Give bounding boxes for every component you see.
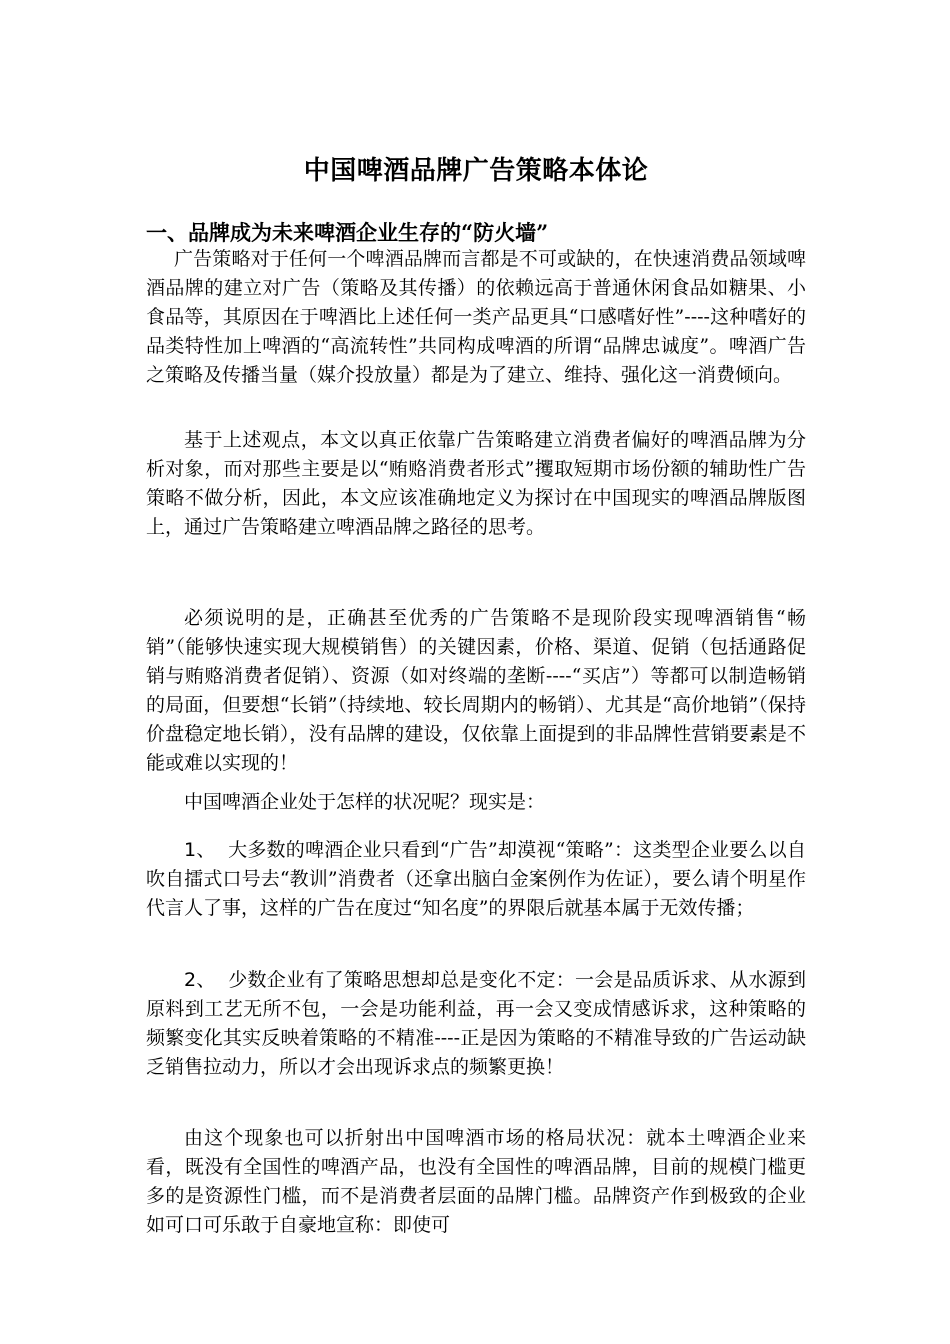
list-item-number: 2、 (184, 969, 216, 991)
document-title: 中国啤酒品牌广告策略本体论 (303, 156, 649, 186)
list-item (146, 836, 806, 923)
list-item (146, 966, 806, 1082)
paragraph-closing: 由这个现象也可以折射出中国啤酒市场的格局状况：就本土啤酒企业来看，既没有全国性的啤酒产品，也没有全国性的啤酒品牌，目前的规模门槛更多的是资源性门槛，而不是消费者层面的品牌门槛。品牌资产作到极致的企业如可口可乐敢于自豪地宣称：即使可 (146, 1127, 806, 1236)
paragraph-intro: 广告策略对于任何一个啤酒品牌而言都是不可或缺的，在快速消费品领域啤酒品牌的建立对广告（策略及其传播）的依赖远高于普通休闲食品如糖果、小食品等，其原因在于啤酒比上述任何一类产品更具“口感嗜好性”----这种嗜好的品类特性加上啤酒的“高流转性”共同构成啤酒的所谓“品牌忠诚度”。啤酒广告之策略及传播当量（媒介投放量）都是为了建立、维持、强化这一消费倾向。 (146, 248, 806, 386)
list-item-text: 少数企业有了策略思想却总是变化不定：一会是品质诉求、从水源到原料到工艺无所不包，一会是功能利益，再一会又变成情感诉求，这种策略的频繁变化其实反映着策略的不精准----正是因为策略的不精准导致的广告运动缺乏销售拉动力，所以才会出现诉求点的频繁更换！ (146, 969, 806, 1078)
paragraph-note: 必须说明的是，正确甚至优秀的广告策略不是现阶段实现啤酒销售“畅销”（能够快速实现大规模销售）的关键因素，价格、渠道、促销（包括通路促销与贿赂消费者促销）、资源（如对终端的垄断----“买店”）等都可以制造畅销的局面，但要想“长销”（持续地、较长周期内的畅销）、尤其是“高价地销”（保持价盘稳定地长销），没有品牌的建设，仅依靠上面提到的非品牌性营销要素是不能或难以实现的！ (146, 607, 806, 774)
list-item-text: 大多数的啤酒企业只看到“广告”却漠视“策略”：这类型企业要么以自吹自擂式口号去“教训”消费者（还拿出脑白金案例作为佐证），要么请个明星作代言人了事，这样的广告在度过“知名度”的界限后就基本属于无效传播； (146, 839, 806, 919)
list-item-number: 1、 (184, 839, 216, 861)
paragraph-question: 中国啤酒企业处于怎样的状况呢？现实是： (184, 791, 546, 813)
section-heading: 一、品牌成为未来啤酒企业生存的“防火墙” (146, 220, 549, 245)
paragraph-scope: 基于上述观点，本文以真正依靠广告策略建立消费者偏好的啤酒品牌为分析对象，而对那些主要是以“贿赂消费者形式”攫取短期市场份额的辅助性广告策略不做分析，因此，本文应该准确地定义为探讨在中国现实的啤酒品牌版图上，通过广告策略建立啤酒品牌之路径的思考。 (146, 429, 806, 538)
